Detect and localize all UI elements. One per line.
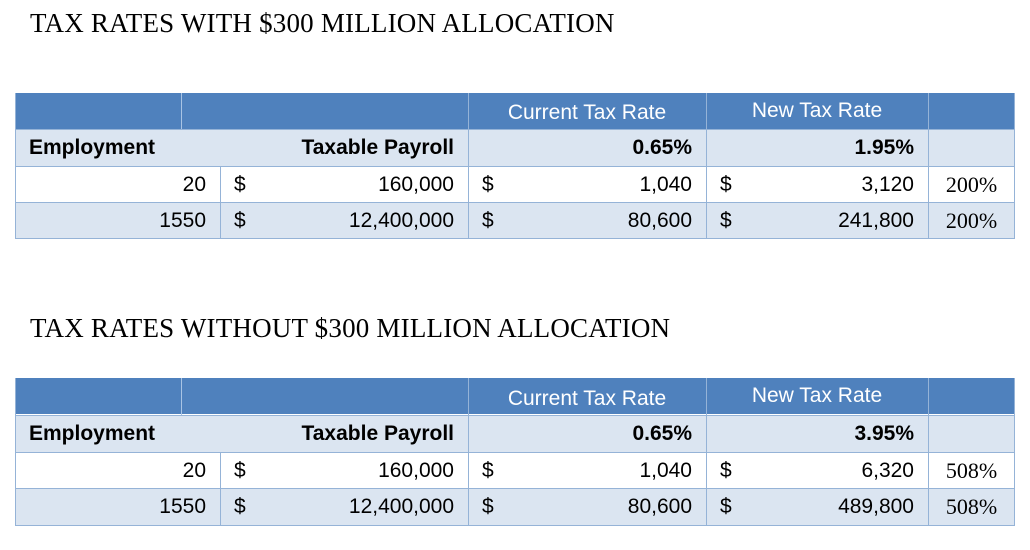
- current-tax-rate-header: Current Tax Rate: [507, 387, 667, 410]
- grid-line: [15, 415, 1015, 416]
- table-row: [15, 167, 1015, 203]
- grid-line: [1014, 378, 1015, 526]
- current-tax-cell: 80,600: [627, 209, 692, 232]
- employment-cell: 20: [182, 459, 206, 482]
- new-currency-symbol: $: [720, 173, 732, 196]
- current-currency-symbol: $: [482, 495, 494, 518]
- employment-cell: 20: [182, 173, 206, 196]
- table-row: [15, 203, 1015, 239]
- current-currency-symbol: $: [482, 173, 494, 196]
- employment-cell: 1550: [159, 209, 206, 232]
- new-rate-value: 1.95%: [854, 136, 914, 159]
- current-currency-symbol: $: [482, 459, 494, 482]
- table-row: [15, 489, 1015, 525]
- payroll-currency-symbol: $: [234, 173, 246, 196]
- grid-line: [15, 238, 1015, 239]
- payroll-cell: 12,400,000: [348, 209, 454, 232]
- grid-line: [15, 129, 1015, 130]
- grid-line: [706, 378, 707, 526]
- table-1-title: TAX RATES WITH $300 MILLION ALLOCATION: [30, 8, 615, 38]
- grid-line: [15, 488, 1015, 489]
- grid-line: [706, 93, 707, 239]
- grid-line: [15, 378, 16, 526]
- current-rate-value: 0.65%: [632, 422, 692, 445]
- employment-cell: 1550: [159, 495, 206, 518]
- grid-line: [181, 93, 182, 129]
- table-2-title: TAX RATES WITHOUT $300 MILLION ALLOCATION: [30, 313, 671, 343]
- grid-line: [15, 166, 1015, 167]
- current-currency-symbol: $: [482, 209, 494, 232]
- current-tax-cell: 80,600: [627, 495, 692, 518]
- new-tax-rate-header: New Tax Rate: [751, 384, 883, 407]
- new-tax-cell: 6,320: [861, 459, 914, 482]
- grid-line: [181, 378, 182, 415]
- payroll-cell: 160,000: [378, 459, 454, 482]
- table-header-row: [15, 93, 1015, 129]
- grid-line: [15, 525, 1015, 526]
- table-row: [15, 453, 1015, 489]
- new-currency-symbol: $: [720, 459, 732, 482]
- payroll-currency-symbol: $: [234, 209, 246, 232]
- grid-line: [468, 93, 469, 239]
- grid-line: [928, 93, 929, 239]
- grid-line: [15, 452, 1015, 453]
- new-tax-cell: 3,120: [861, 173, 914, 196]
- payroll-currency-symbol: $: [234, 459, 246, 482]
- table-header-row: [15, 378, 1015, 414]
- current-rate-value: 0.65%: [632, 136, 692, 159]
- grid-line: [1014, 93, 1015, 239]
- current-tax-rate-header: Current Tax Rate: [507, 101, 667, 124]
- grid-line: [220, 167, 221, 239]
- payroll-cell: 160,000: [378, 173, 454, 196]
- grid-line: [220, 453, 221, 526]
- percent-increase-cell: 200%: [945, 208, 998, 233]
- percent-increase-cell: 508%: [945, 494, 998, 519]
- new-currency-symbol: $: [720, 209, 732, 232]
- employment-column-label: Employment: [29, 136, 156, 159]
- grid-line: [468, 378, 469, 526]
- current-tax-cell: 1,040: [639, 173, 692, 196]
- percent-increase-cell: 200%: [945, 172, 998, 197]
- new-tax-rate-header: New Tax Rate: [751, 99, 883, 122]
- column-labels-row: [15, 416, 1015, 452]
- new-tax-cell: 241,800: [838, 209, 914, 232]
- tax-table-with-allocation: [15, 93, 1015, 239]
- taxable-payroll-column-label: Taxable Payroll: [301, 422, 454, 445]
- percent-increase-cell: 508%: [945, 458, 998, 483]
- grid-line: [15, 202, 1015, 203]
- payroll-currency-symbol: $: [234, 495, 246, 518]
- column-labels-row: [15, 130, 1015, 166]
- grid-line: [15, 93, 16, 239]
- new-currency-symbol: $: [720, 495, 732, 518]
- current-tax-cell: 1,040: [639, 459, 692, 482]
- taxable-payroll-column-label: Taxable Payroll: [301, 136, 454, 159]
- employment-column-label: Employment: [29, 422, 156, 445]
- grid-line: [928, 378, 929, 526]
- new-rate-value: 3.95%: [854, 422, 914, 445]
- new-tax-cell: 489,800: [838, 495, 914, 518]
- payroll-cell: 12,400,000: [348, 495, 454, 518]
- tax-table-without-allocation: [15, 378, 1015, 526]
